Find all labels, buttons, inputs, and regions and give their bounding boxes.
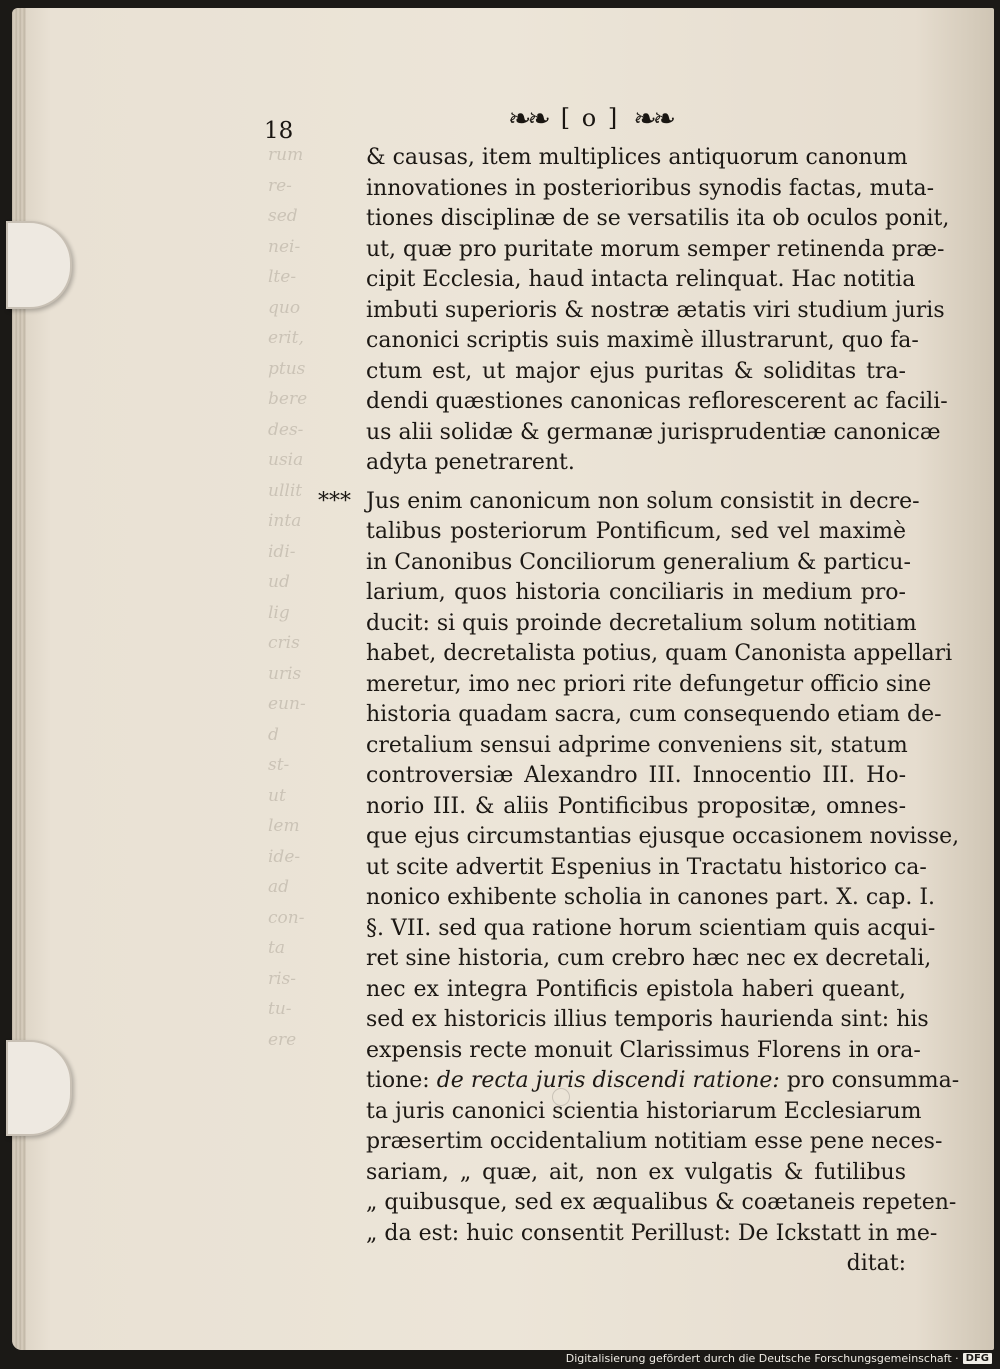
running-header — [490, 98, 690, 138]
text-line: ducit: si quis proinde decretalium solum notitiam — [366, 610, 917, 636]
italic-title: de recta juris discendi ratione: — [436, 1068, 780, 1093]
text-line: præsertim occidentalium notitiam esse pene neces- — [366, 1129, 943, 1154]
text-line: meretur, imo nec priori rite defungetur officio sine — [366, 671, 932, 697]
text-line: talibus posteriorum Pontificum, sed vel maximè — [366, 519, 906, 544]
text-line: nonico exhibente scholia in canones part. X. cap. I. — [366, 885, 936, 910]
header-text: [ o ] — [560, 104, 620, 132]
text-line: larium, quos historia conciliaris in medium pro- — [366, 580, 906, 605]
text-line: norio III. & aliis Pontificibus propositæ, omnes- — [366, 793, 906, 819]
text-line: ctum est, ut major ejus puritas & soliditas tra- — [366, 358, 906, 384]
text-line: cipit Ecclesia, haud intacta relinquat. Hac notitia — [366, 267, 916, 292]
ornament-left-icon: ❧❧ — [507, 101, 547, 135]
text-line: historia quadam sacra, cum consequendo etiam de- — [366, 702, 942, 727]
text-line: dendi quæstiones canonicas reflorescerent ac facili- — [366, 389, 948, 414]
text-line: „ quibusque, sed ex æqualibus & coætaneis repeten- — [366, 1190, 957, 1215]
text-line: „ da est: huic consentit Perillust: De Ickstatt in me- — [366, 1220, 938, 1246]
paragraph-2 — [318, 487, 960, 1280]
page-clip-top — [6, 221, 72, 309]
text-line: habet, decretalista potius, quam Canonista appellari — [366, 641, 953, 666]
text-line: ut, quæ pro puritate morum semper retinenda præ- — [366, 236, 945, 262]
dfg-logo-icon: DFG — [963, 1353, 992, 1364]
paragraph-1 — [366, 143, 950, 479]
text-fragment: pro consumma- — [779, 1068, 960, 1093]
ornament-right-icon: ❧❧ — [633, 101, 673, 135]
text-line: que ejus circumstantias ejusque occasionem novisse, — [366, 824, 960, 849]
text-line: sariam, „ quæ, ait, non ex vulgatis & futilibus — [366, 1159, 906, 1185]
text-line: Jus enim canonicum non solum consistit in decre- — [366, 488, 920, 514]
text-line: sed ex historicis illius temporis haurienda sint: his — [366, 1007, 929, 1032]
text-line-italic — [366, 1066, 960, 1097]
text-line: in Canonibus Conciliorum generalium & particu- — [366, 549, 911, 575]
text-line: nec ex integra Pontificis epistola haberi queant, — [366, 976, 906, 1002]
text-fragment: tione: — [366, 1068, 437, 1093]
text-line: tiones disciplinæ de se versatilis ita ob oculos ponit, — [366, 206, 950, 231]
text-line: canonici scriptis suis maximè illustrarunt, quo fa- — [366, 328, 919, 353]
page-number: 18 — [264, 118, 294, 144]
show-through-left: rum re- sed nei- lte- quo erit, ptus bere des- usia ullit inta idi- ud lig cris uris eun- d st- ut lem ide- ad con- ta ris- tu- ere — [268, 145, 308, 1050]
text-line: ut scite advertit Espenius in Tractatu historico ca- — [366, 854, 927, 880]
text-line: §. VII. sed qua ratione horum scientiam quis acqui- — [366, 915, 936, 941]
catchword: ditat: — [846, 1251, 906, 1276]
text-line: us alii solidæ & germanæ jurisprudentiæ canonicæ — [366, 419, 941, 445]
page-edge — [12, 8, 26, 1350]
text-line: imbuti superioris & nostræ ætatis viri studium juris — [366, 297, 945, 323]
footnote-asterisks: *** — [318, 488, 351, 514]
page-clip-bottom — [6, 1040, 72, 1136]
digitization-footer — [566, 1352, 992, 1365]
footer-text: Digitalisierung gefördert durch die Deutsche Forschungsgemeinschaft · — [565, 1352, 959, 1365]
text-line: cretalium sensui adprime conveniens sit, statum — [366, 732, 908, 758]
text-line: ret sine historia, cum crebro hæc nec ex decretali, — [366, 946, 932, 971]
text-line: expensis recte monuit Clarissimus Florens in ora- — [366, 1037, 921, 1063]
text-line: adyta penetrarent. — [366, 450, 575, 475]
text-line: innovationes in posterioribus synodis factas, muta- — [366, 175, 935, 201]
body-text — [318, 143, 960, 1280]
text-line: controversiæ Alexandro III. Innocentio III. Ho- — [366, 763, 906, 788]
text-line: ta juris canonici scientia historiarum Ecclesiarum — [366, 1098, 922, 1124]
text-line: & causas, item multiplices antiquorum canonum — [366, 145, 908, 170]
